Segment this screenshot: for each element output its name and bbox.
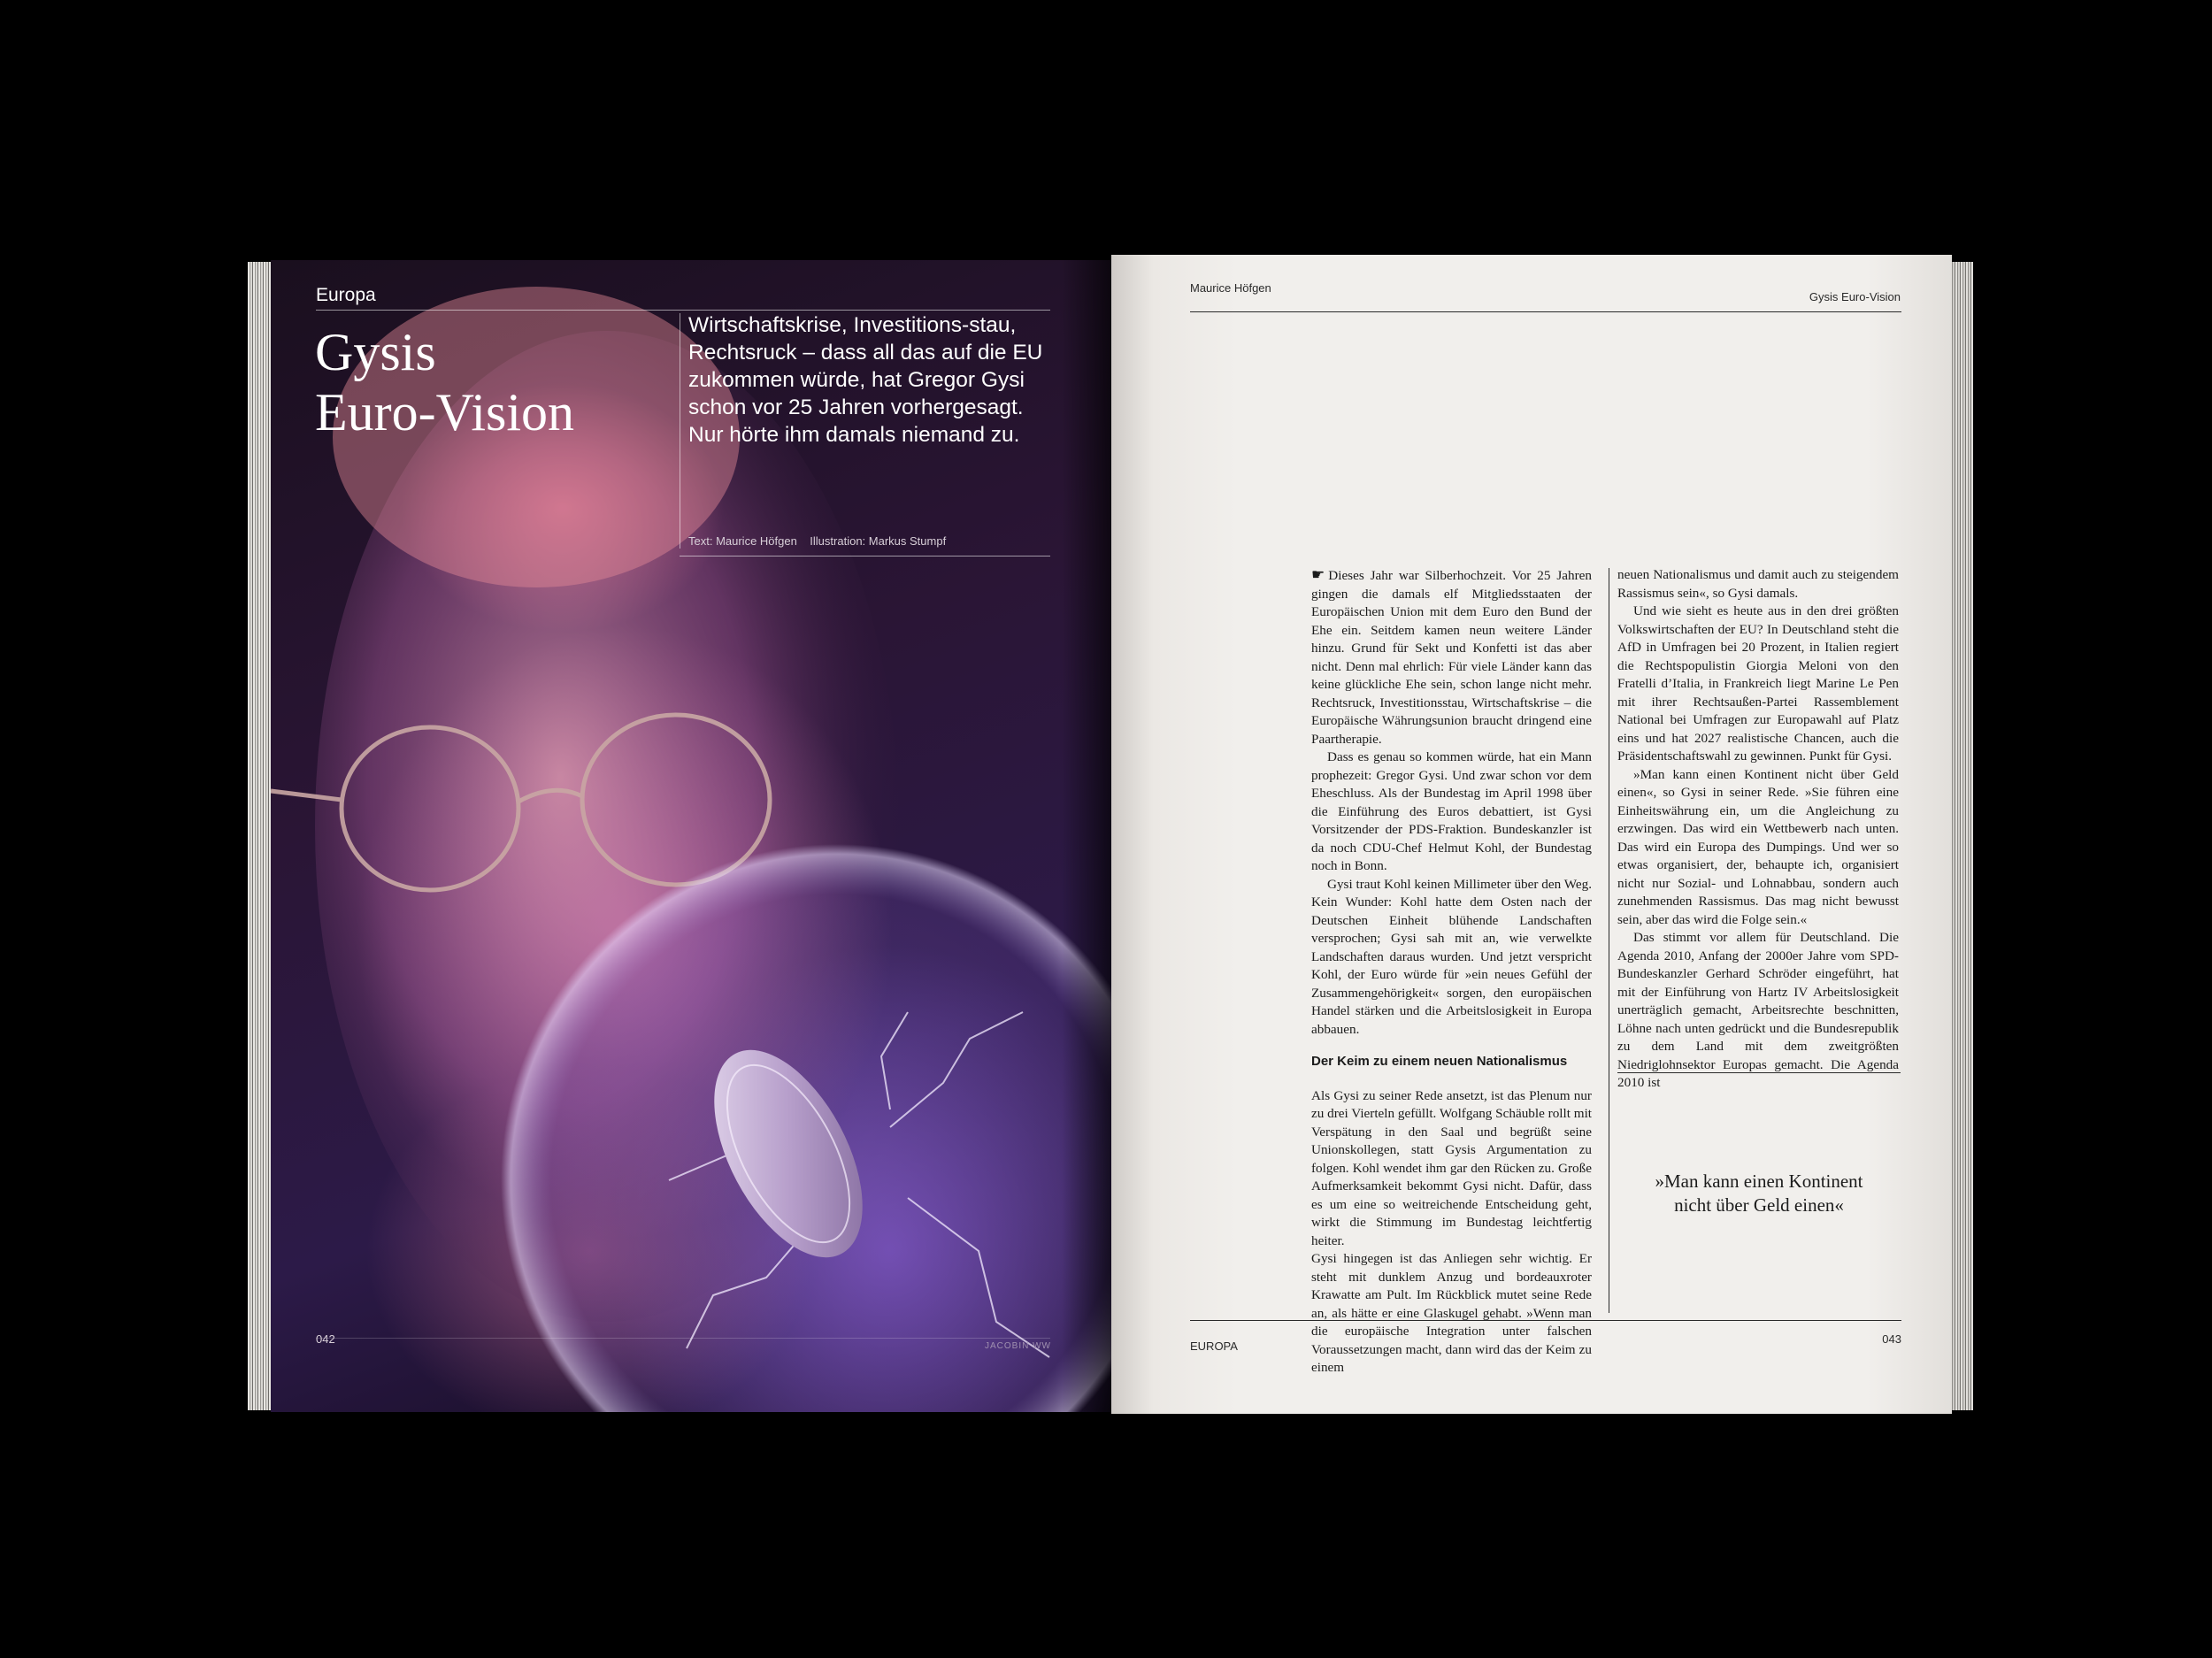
credit-text: Text: Maurice Höfgen bbox=[688, 534, 797, 548]
quote-rule bbox=[1617, 1072, 1901, 1073]
top-rule bbox=[316, 310, 1050, 311]
credits bbox=[688, 534, 946, 548]
headline bbox=[315, 322, 574, 442]
paragraph: Als Gysi zu seiner Rede ansetzt, ist das Plenum nur zu drei Vierteln gefüllt. Wolfgang Schäuble rollt mit Verspätung in den Saal und begrüßt seine Unionskollegen, statt Gysis Argumentation zu folgen. Kohl wendet ihm gar den Rücken zu. Große Aufmerksamkeit bekommt Gysi nicht. Dafür, dass es um eine so weitreichende Entscheidung geht, wirkt die Stimmung im Bundestag leichtfertig heiter. bbox=[1311, 1087, 1593, 1248]
text-column-2 bbox=[1617, 566, 1899, 1093]
left-page-illustration bbox=[271, 260, 1111, 1412]
image-signature: JACOBIN WW bbox=[985, 1341, 1051, 1351]
paragraph: neuen Nationalismus und damit auch zu steigendem Rassismus sein«, so Gysi damals. bbox=[1617, 567, 1899, 601]
running-header-author: Maurice Höfgen bbox=[1190, 281, 1271, 295]
bottom-rule bbox=[316, 1338, 1050, 1339]
paragraph: Und wie sieht es heute aus in den drei größten Volkswirtschaften der EU? In Deutschland steht die AfD in Umfragen bei 20 Prozent, in Italien regiert die Rechtspopulistin Giorgia Meloni von den Fratelli d’Italia, in Frankreich liegt Marine Le Pen mit ihrer Rechtsaußen-Partei Rassemblement National bei Umfragen zur Europawahl auf Platz eins und hat 2027 realistische Chancen, auch die Präsidentschaftswahl zu gewinnen. Punkt für Gysi. bbox=[1617, 603, 1899, 764]
running-header-title: Gysis Euro-Vision bbox=[1809, 290, 1901, 303]
pointing-hand-icon: ☛ bbox=[1311, 566, 1325, 583]
footer-section: EUROPA bbox=[1190, 1339, 1238, 1353]
credits-rule bbox=[680, 556, 1050, 557]
section-label: Europa bbox=[316, 285, 376, 305]
right-page-number: 043 bbox=[1882, 1332, 1901, 1346]
paragraph: Gysi hingegen ist das Anliegen sehr wichtig. Er steht mit dunklem Anzug und bordeauxroter Krawatte am Pult. Im Rückblick mutet seine Rede an, als hätte er eine Glaskugel gehabt. »Wenn man die europäische Integration unter falschen Voraussetzungen macht, dann wird das der Keim zu einem bbox=[1311, 1251, 1592, 1375]
lede-text: Wirtschaftskrise, Investitions-stau, Rechtsruck – dass all das auf die EU zukommen würde, hat Gregor Gysi schon vor 25 Jahren vorhergesagt. Nur hörte ihm damals niemand zu. bbox=[688, 313, 1043, 447]
paragraph: Das stimmt vor allem für Deutschland. Die Agenda 2010, Anfang der 2000er Jahre vom SPD-Bundeskanzler Gerhard Schröder eingeführt, hat mit der Einführung von Hartz IV Arbeitslosigkeit unerträglich gemacht, Arbeitsrechte beschnitten, Löhne nach unten gedrückt und die Bundesrepublik zu dem Land mit dem zweitgrößten Niedriglohnsektor Europas gemacht. Die Agenda 2010 ist bbox=[1617, 930, 1899, 1090]
header-rule bbox=[1190, 311, 1901, 312]
pull-quote-line-2: nicht über Geld einen« bbox=[1674, 1194, 1844, 1216]
left-page-number: 042 bbox=[316, 1332, 335, 1346]
text-column-1 bbox=[1311, 566, 1592, 1378]
subheading: Der Keim zu einem neuen Nationalismus bbox=[1311, 1054, 1568, 1069]
pull-quote-line-1: »Man kann einen Kontinent bbox=[1655, 1171, 1863, 1192]
headline-line-2: Euro-Vision bbox=[315, 383, 575, 441]
paragraph: »Man kann einen Kontinent nicht über Geld einen«, so Gysi in seiner Rede. »Sie führen eine Einheitswährung ein, um die Angleichung zu erzwingen. Das wird ein Wettbewerb nach unten. Das wird ein Europa des Dumpings. Und wer so etwas organisiert, der, behaupte ich, organisiert nicht nur Sozial- und Lohnabbau, sondern auch zunehmenden Rassismus. Das mag nicht bewusst sein, aber das wird die Folge sein.« bbox=[1617, 766, 1899, 927]
paragraph: Dass es genau so kommen würde, hat ein Mann prophezeit: Gregor Gysi. Und zwar schon vor dem Eheschluss. Als der Bundestag im April 1998 über die Einführung des Euros debattiert, ist Gysi Vorsitzender der PDS-Fraktion. Bundeskanzler ist da noch CDU-Chef Helmut Kohl, der Bundestag noch in Bonn. bbox=[1311, 749, 1592, 873]
footer-rule bbox=[1190, 1320, 1901, 1321]
paragraph: ☛ Dieses Jahr war Silberhochzeit. Vor 25 Jahren gingen die damals elf Mitgliedsstaaten der Europäischen Union mit dem Euro den Bund der Ehe ein. Seitdem kamen neun weitere Länder hinzu. Grund für Sekt und Konfetti ist das aber nicht. Denn mal ehrlich: Für viele Länder kann das keine glückliche Ehe sein, schon lange nicht mehr. Rechtsruck, Investitionsstau, Wirtschaftskrise – die Europäische Währungsunion braucht dringend eine Paartherapie. bbox=[1311, 566, 1592, 747]
headline-line-1: Gysis bbox=[315, 323, 436, 381]
paragraph: Gysi traut Kohl keinen Millimeter über den Weg. Kein Wunder: Kohl hatte dem Osten nach der Deutschen Einheit blühende Landschaften versprochen; Gysi sah mit an, wie verwelkte Landschaften daraus wurden. Und jetzt verspricht Kohl, der Euro würde für »ein neues Gefühl der Zusammengehörigkeit« sorgen, den europäischen Handel stärken und die Arbeitslosigkeit in Europa abbauen. bbox=[1311, 876, 1592, 1037]
credit-illustration: Illustration: Markus Stumpf bbox=[810, 534, 947, 548]
right-page-text bbox=[1111, 255, 1952, 1414]
pull-quote bbox=[1617, 1170, 1901, 1217]
